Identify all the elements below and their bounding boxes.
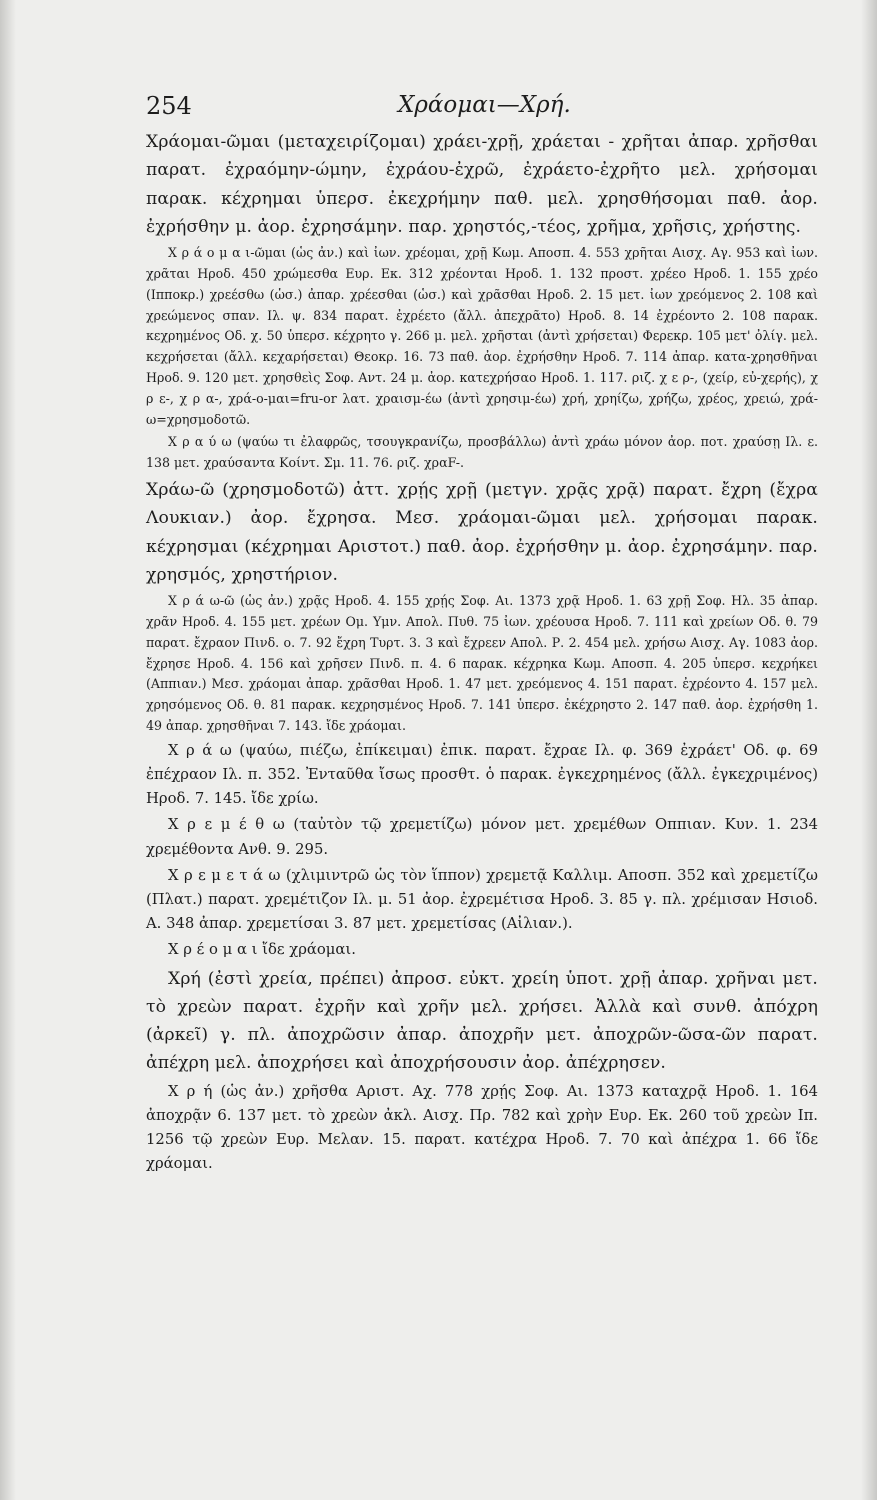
- entry-chre-notes: [146, 1080, 818, 1177]
- scan-shadow-right: [861, 0, 877, 1500]
- entry-chremetho: [146, 813, 818, 861]
- entry-text: Χ ρ ή (ὡς ἀν.) χρῆσθα Αριστ. Αχ. 778 χρῄς Σοφ. Αι. 1373 καταχρᾷ Ηροδ. 1. 164 ἀποχρᾷν 6. 137 μετ. τὸ χρεὼν ἀκλ. Αισχ. Πρ. 782 καὶ χρὴν Ευρ. Εκ. 260 τοῦ χρεὼν Ιπ. 1256 τῷ χρεὼν Ευρ. Μελαν. 15. παρατ. κατέχρα Ηροδ. 7. 70 καὶ ἀπέχρα 1. 66 ἴδε χράομαι.: [146, 1082, 818, 1173]
- page-number: 254: [146, 92, 192, 120]
- entry-chraomai-notes: [146, 243, 818, 430]
- entry-chremetao: [146, 864, 818, 937]
- page-header: [146, 92, 727, 126]
- entry-chreomai: [146, 938, 818, 962]
- entry-text: Χ ρ ε μ έ θ ω (ταὐτὸν τῷ χρεμετίζω) μόνον μετ. χρεμέθων Οππιαν. Κυν. 1. 234 χρεμέθοντα Ανθ. 9. 295.: [146, 816, 818, 858]
- entry-chre: [146, 965, 818, 1078]
- entry-text: Χρή (ἐστὶ χρεία, πρέπει) ἀπροσ. εὐκτ. χρείη ὑποτ. χρῇ ἀπαρ. χρῆναι μετ. τὸ χρεὼν παρατ. ἐχρῆν καὶ χρῆν μελ. χρήσει. Ἀλλὰ καὶ συνθ. ἀπόχρη (ἀρκεῖ) γ. πλ. ἀποχρῶσιν ἀπαρ. ἀποχρῆν μετ. ἀποχρῶν-ῶσα-ῶν παρατ. ἀπέχρη μελ. ἀποχρήσει καὶ ἀποχρήσουσιν ἀορ. ἀπέχρησεν.: [146, 968, 818, 1074]
- entry-text: Χ ρ ε μ ε τ ά ω (χλιμιντρῶ ὡς τὸν ἵππον) χρεμετᾷ Καλλιμ. Αποσπ. 352 καὶ χρεμετίζω (Πλατ.) παρατ. χρεμέτιζον Ιλ. μ. 51 ἀορ. ἐχρεμέτισα Ηροδ. 3. 85 γ. πλ. χρέμισαν Ησιοδ. Α. 348 ἀπαρ. χρεμετίσαι 3. 87 μετ. χρεμετίσας (Αἰλιαν.).: [146, 866, 818, 933]
- entry-chraomai: [146, 128, 818, 241]
- scan-shadow-left: [0, 0, 16, 1500]
- entry-text: Χ ρ ά ω (ψαύω, πιέζω, ἐπίκειμαι) ἐπικ. παρατ. ἔχραε Ιλ. φ. 369 ἐχράετ' Οδ. φ. 69 ἐπέχραον Ιλ. π. 352. Ἐνταῦθα ἴσως προσθτ. ὁ παρακ. ἐγκεχρημένος (ἄλλ. ἐγκεχριμένος) Ηροδ. 7. 145. ἴδε χρίω.: [146, 741, 818, 808]
- entry-text: Χ ρ έ ο μ α ι ἴδε χράομαι.: [168, 941, 356, 959]
- running-title: Χράομαι—Χρή.: [398, 92, 571, 118]
- entry-chrao-notes: [146, 591, 818, 737]
- entry-chrao-touch: [146, 739, 818, 812]
- entry-text: Χ ρ ά ο μ α ι-ῶμαι (ὡς ἀν.) καὶ ἰων. χρέομαι, χρῇ Κωμ. Αποσπ. 4. 553 χρῆται Αισχ. Αγ. 953 καὶ ἰων. χρᾶται Ηροδ. 450 χρώμεσθα Ευρ. Εκ. 312 χρέονται Ηροδ. 1. 132 προστ. χρέεο Ηροδ. 1. 155 χρέο (Ιπποκρ.) χρεέσθω (ὡσ.) ἀπαρ. χρέεσθαι (ὡσ.) καὶ χρᾶσθαι Ηροδ. 2. 15 μετ. ἰων χρεόμενος 2. 108 καὶ χρεώμενος σπαν. Ιλ. ψ. 834 παρατ. ἐχρέετο (ἄλλ. ἀπεχρᾶτο) Ηροδ. 8. 14 ἐχρέοντο 2. 108 παρακ. κεχρημένος Οδ. χ. 50 ὑπερσ. κέχρητο γ. 266 μ. μελ. χρῆσται (ἀντὶ χρήσεται) Φερεκρ. 105 μετ' ὀλίγ. μελ. κεχρήσεται (ἄλλ. κεχαρήσεται) Θεοκρ. 16. 73 παθ. ἀορ. ἐχρήσθην Ηροδ. 7. 114 ἀπαρ. κατα-χρησθῆναι Ηροδ. 9. 120 μετ. χρησθεὶς Σοφ. Αντ. 24 μ. ἀορ. κατεχρήσαο Ηροδ. 1. 117. ριζ. χ ε ρ-, (χείρ, εὐ-χερής), χ ρ ε-, χ ρ α-, χρά-ο-μαι=fru-or λατ. χραισμ-έω (ἀντὶ χρησιμ-έω) χρή, χρηίζω, χρήζω, χρέος, χρειώ, χρά-ω=χρησμοδοτῶ.: [146, 245, 818, 427]
- entry-text: Χ ρ ά ω-ῶ (ὡς ἀν.) χρᾷς Ηροδ. 4. 155 χρῄς Σοφ. Αι. 1373 χρᾷ Ηροδ. 1. 63 χρῇ Σοφ. Ηλ. 35 ἀπαρ. χρᾶν Ηροδ. 4. 155 μετ. χρέων Ομ. Υμν. Απολ. Πυθ. 75 ἰων. χρέουσα Ηροδ. 7. 111 καὶ χρείων Οδ. θ. 79 παρατ. ἔχραον Πινδ. ο. 7. 92 ἔχρη Τυρτ. 3. 3 καὶ ἔχρεεν Απολ. Ρ. 2. 454 μελ. χρήσω Αισχ. Αγ. 1083 ἀορ. ἔχρησε Ηροδ. 4. 156 καὶ χρῆσεν Πινδ. π. 4. 6 παρακ. κέχρηκα Κωμ. Αποσπ. 4. 205 ὑπερσ. κεχρήκει (Αππιαν.) Μεσ. χράομαι ἀπαρ. χρᾶσθαι Ηροδ. 1. 47 μετ. χρεόμενος 4. 151 παρατ. ἐχρέοντο 4. 157 μελ. χρησόμενος Οδ. θ. 81 παρακ. κεχρησμένος Ηροδ. 7. 141 ὑπερσ. ἐκέχρηστο 2. 147 παθ. ἀορ. ἐχρήσθη 1. 49 ἀπαρ. χρησθῆναι 7. 143. ἴδε χράομαι.: [146, 593, 818, 733]
- entry-text: Χράω-ῶ (χρησμοδοτῶ) ἀττ. χρῄς χρῇ (μετγν. χρᾷς χρᾷ) παρατ. ἔχρη (ἔχρα Λουκιαν.) ἀορ. ἔχρησα. Μεσ. χράομαι-ῶμαι μελ. χρήσομαι παρακ. κέχρησμαι (κέχρημαι Αριστοτ.) παθ. ἀορ. ἐχρήσθην μ. ἀορ. ἐχρησάμην. παρ. χρησμός, χρηστήριον.: [146, 479, 818, 585]
- entry-chrao-oracle: [146, 476, 818, 589]
- dictionary-body: [146, 128, 818, 1179]
- entry-text: Χ ρ α ύ ω (ψαύω τι ἐλαφρῶς, τσουγκρανίζω, προσβάλλω) ἀντὶ χράω μόνον ἀορ. ποτ. χραύσῃ Ιλ. ε. 138 μετ. χραύσαντα Κοίντ. Σμ. 11. 76. ριζ. χραF-.: [146, 434, 818, 471]
- entry-text: Χράομαι-ῶμαι (μεταχειρίζομαι) χράει-χρῇ, χράεται - χρῆται ἀπαρ. χρῆσθαι παρατ. ἐχραόμην-ώμην, ἐχράου-ἐχρῶ, ἐχράετο-ἐχρῆτο μελ. χρήσομαι παρακ. κέχρημαι ὑπερσ. ἐκεχρήμην παθ. μελ. χρησθήσομαι παθ. ἀορ. ἐχρήσθην μ. ἀορ. ἐχρησάμην. παρ. χρηστός,-τέος, χρῆμα, χρῆσις, χρήστης.: [146, 132, 818, 237]
- entry-chrauo: [146, 432, 818, 474]
